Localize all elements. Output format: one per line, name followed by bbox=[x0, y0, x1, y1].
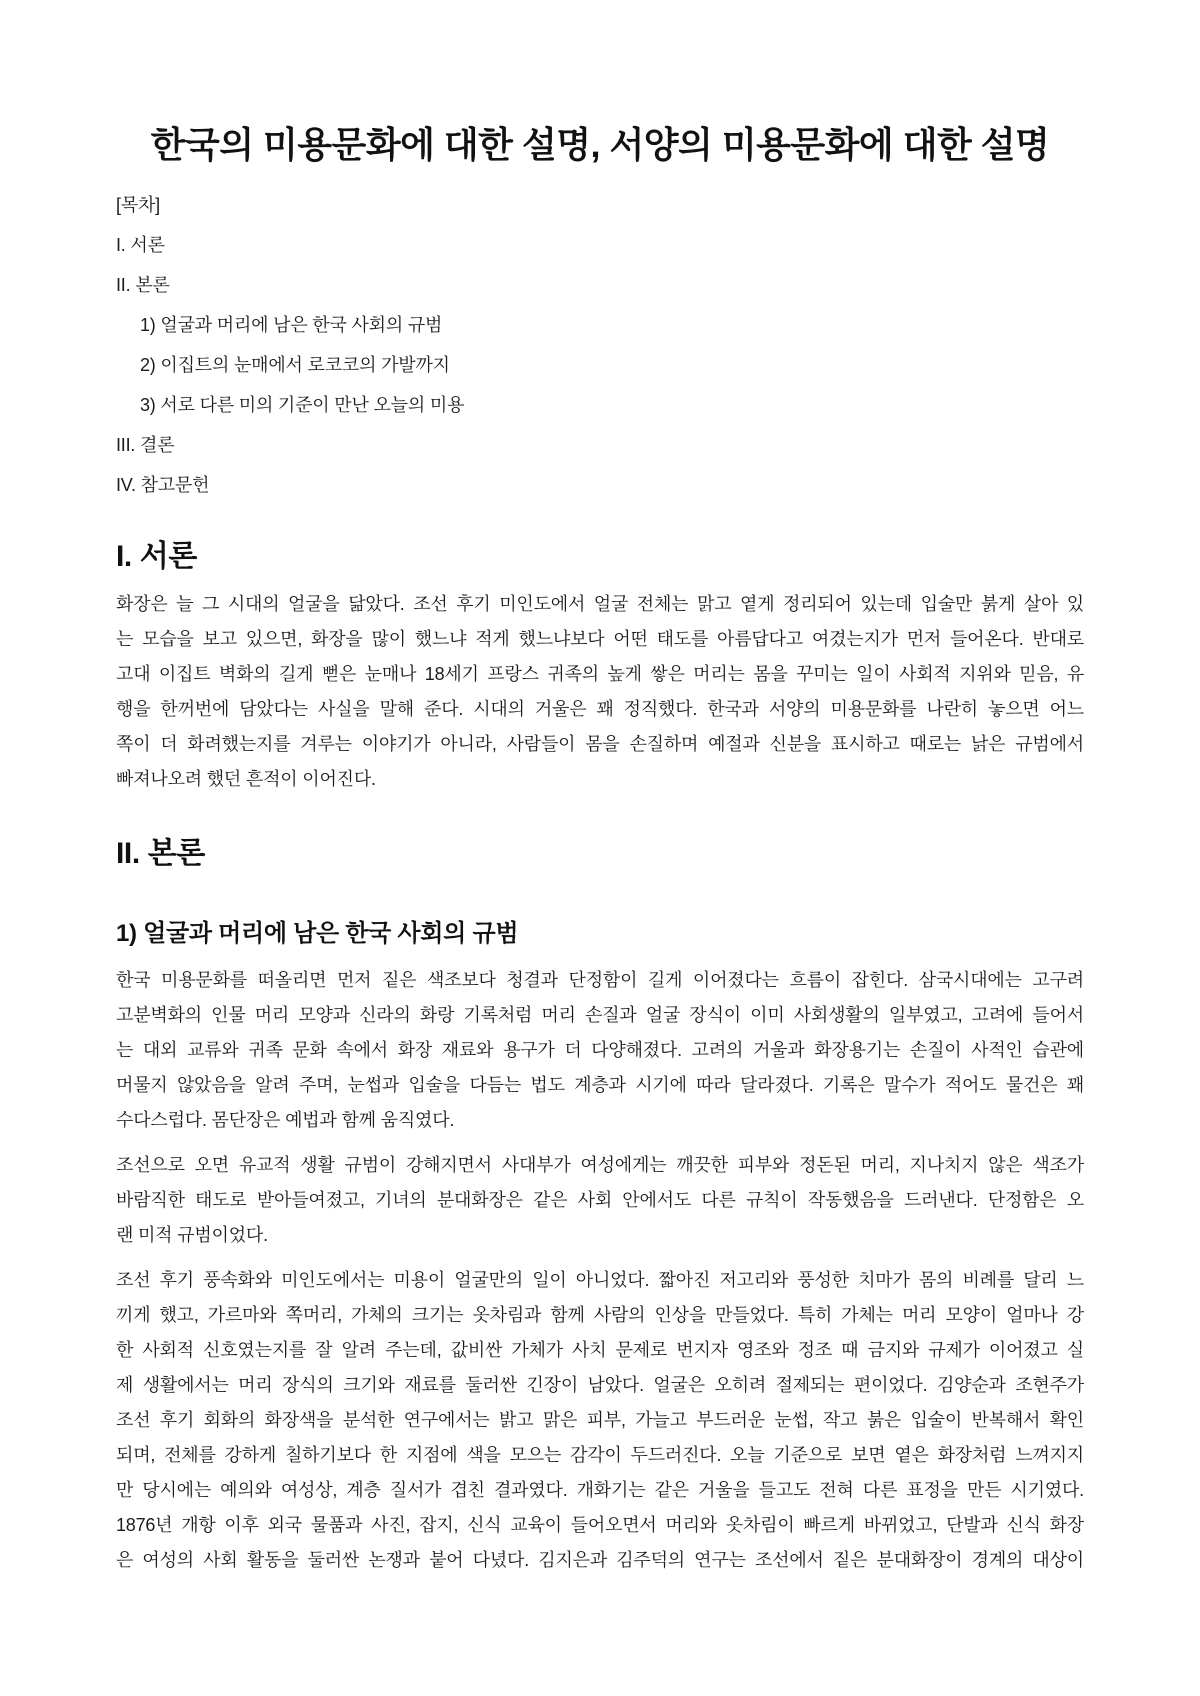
paragraph-line: 화장은 늘 그 시대의 얼굴을 닮았다. 조선 후기 미인도에서 얼굴 전체는 맑고 옅게 정리되어 있는데 입술만 붉게 살아 있 bbox=[116, 594, 1084, 614]
toc-item-conclusion: III. 결론 bbox=[116, 435, 175, 455]
paragraph-line: 바람직한 태도로 받아들여졌고, 기녀의 분대화장은 같은 사회 안에서도 다른 규칙이 작동했음을 드러낸다. 단정함은 오 bbox=[116, 1190, 1084, 1210]
paragraph bbox=[116, 587, 1084, 797]
paragraph-line: 는 대외 교류와 귀족 문화 속에서 화장 재료와 용구가 더 다양해졌다. 고려의 거울과 화장용기는 손질이 사적인 습관에 bbox=[116, 1040, 1084, 1060]
paragraph-line: 고대 이집트 벽화의 길게 뻗은 눈매나 18세기 프랑스 귀족의 높게 쌓은 머리는 몸을 꾸미는 일이 사회적 지위와 믿음, 유 bbox=[116, 664, 1084, 684]
paragraph-line: 한 사회적 신호였는지를 잘 알려 주는데, 값비싼 가체가 사치 문제로 번지자 영조와 정조 때 금지와 규제가 이어졌고 실 bbox=[116, 1340, 1084, 1360]
paragraph-line: 쪽이 더 화려했는지를 겨루는 이야기가 아니라, 사람들이 몸을 손질하며 예절과 신분을 표시하고 때로는 낡은 규범에서 bbox=[116, 734, 1084, 754]
paragraph-line: 빠져나오려 했던 흔적이 이어진다. bbox=[116, 769, 376, 789]
paragraph-line: 행을 한꺼번에 담았다는 사실을 말해 준다. 시대의 거울은 꽤 정직했다. 한국과 서양의 미용문화를 나란히 놓으면 어느 bbox=[116, 699, 1084, 719]
paragraph-line: 제 생활에서는 머리 장식의 크기와 재료를 둘러싼 긴장이 남았다. 얼굴은 오히려 절제되는 편이었다. 김양순과 조현주가 bbox=[116, 1375, 1084, 1395]
toc-label: [목차] bbox=[116, 195, 160, 215]
toc-item-references: IV. 참고문헌 bbox=[116, 475, 210, 495]
table-of-contents bbox=[116, 185, 1084, 505]
paragraph-line: 조선으로 오면 유교적 생활 규범이 강해지면서 사대부가 여성에게는 깨끗한 피부와 정돈된 머리, 지나치지 않은 색조가 bbox=[116, 1155, 1084, 1175]
paragraph-line: 랜 미적 규범이었다. bbox=[116, 1225, 268, 1245]
paragraph-line: 는 모습을 보고 있으면, 화장을 많이 했느냐 적게 했느냐보다 어떤 태도를 아름답다고 여겼는지가 먼저 들어온다. 반대로 bbox=[116, 629, 1084, 649]
paragraph-line: 조선 후기 풍속화와 미인도에서는 미용이 얼굴만의 일이 아니었다. 짧아진 저고리와 풍성한 치마가 몸의 비례를 달리 느 bbox=[116, 1270, 1084, 1290]
paragraph-line: 은 여성의 사회 활동을 둘러싼 논쟁과 붙어 다녔다. 김지은과 김주덕의 연구는 조선에서 짙은 분대화장이 경계의 대상이 bbox=[116, 1550, 1084, 1570]
toc-item-introduction: I. 서론 bbox=[116, 235, 165, 255]
toc-item-body: II. 본론 bbox=[116, 275, 170, 295]
section-body bbox=[116, 834, 1084, 1578]
paragraph bbox=[116, 1263, 1084, 1578]
paragraph-line: 만 당시에는 예의와 여성상, 계층 질서가 겹친 결과였다. 개화기는 같은 거울을 들고도 전혀 다른 표정을 만든 시기였다. bbox=[116, 1480, 1084, 1500]
paragraph-line: 머물지 않았음을 알려 주며, 눈썹과 입술을 다듬는 법도 계층과 시기에 따라 달라졌다. 기록은 말수가 적어도 물건은 꽤 bbox=[116, 1075, 1084, 1095]
document-title: 한국의 미용문화에 대한 설명, 서양의 미용문화에 대한 설명 bbox=[150, 124, 1050, 165]
toc-item-body-2: 2) 이집트의 눈매에서 로코코의 가발까지 bbox=[140, 355, 450, 375]
section-introduction bbox=[116, 537, 1084, 797]
paragraph bbox=[116, 963, 1084, 1138]
paragraph-line: 끼게 했고, 가르마와 쪽머리, 가체의 크기는 옷차림과 함께 사람의 인상을 만들었다. 특히 가체는 머리 모양이 얼마나 강 bbox=[116, 1305, 1084, 1325]
toc-item-body-3: 3) 서로 다른 미의 기준이 만난 오늘의 미용 bbox=[140, 395, 465, 415]
paragraph-line: 조선 후기 회화의 화장색을 분석한 연구에서는 밝고 맑은 피부, 가늘고 부드러운 눈썹, 작고 붉은 입술이 반복해서 확인 bbox=[116, 1410, 1084, 1430]
section-heading: I. 서론 bbox=[116, 540, 197, 573]
paragraph-line: 수다스럽다. 몸단장은 예법과 함께 움직였다. bbox=[116, 1110, 455, 1130]
paragraph-line: 한국 미용문화를 떠올리면 먼저 짙은 색조보다 청결과 단정함이 길게 이어졌다는 흐름이 잡힌다. 삼국시대에는 고구려 bbox=[116, 970, 1084, 990]
subsection-heading: 1) 얼굴과 머리에 남은 한국 사회의 규범 bbox=[116, 920, 519, 947]
paragraph-line: 되며, 전체를 강하게 칠하기보다 한 지점에 색을 모으는 감각이 두드러진다. 오늘 기준으로 보면 옅은 화장처럼 느껴지지 bbox=[116, 1445, 1084, 1465]
subsection-korean-norms bbox=[116, 917, 1084, 1578]
paragraph bbox=[116, 1148, 1084, 1253]
paragraph-line: 고분벽화의 인물 머리 모양과 신라의 화랑 기록처럼 머리 손질과 얼굴 장식이 이미 사회생활의 일부였고, 고려에 들어서 bbox=[116, 1005, 1084, 1025]
toc-item-body-1: 1) 얼굴과 머리에 남은 한국 사회의 규범 bbox=[140, 315, 443, 335]
paragraph-line: 1876년 개항 이후 외국 물품과 사진, 잡지, 신식 교육이 들어오면서 머리와 옷차림이 빠르게 바뀌었고, 단발과 신식 화장 bbox=[116, 1515, 1084, 1535]
section-heading: II. 본론 bbox=[116, 837, 205, 870]
